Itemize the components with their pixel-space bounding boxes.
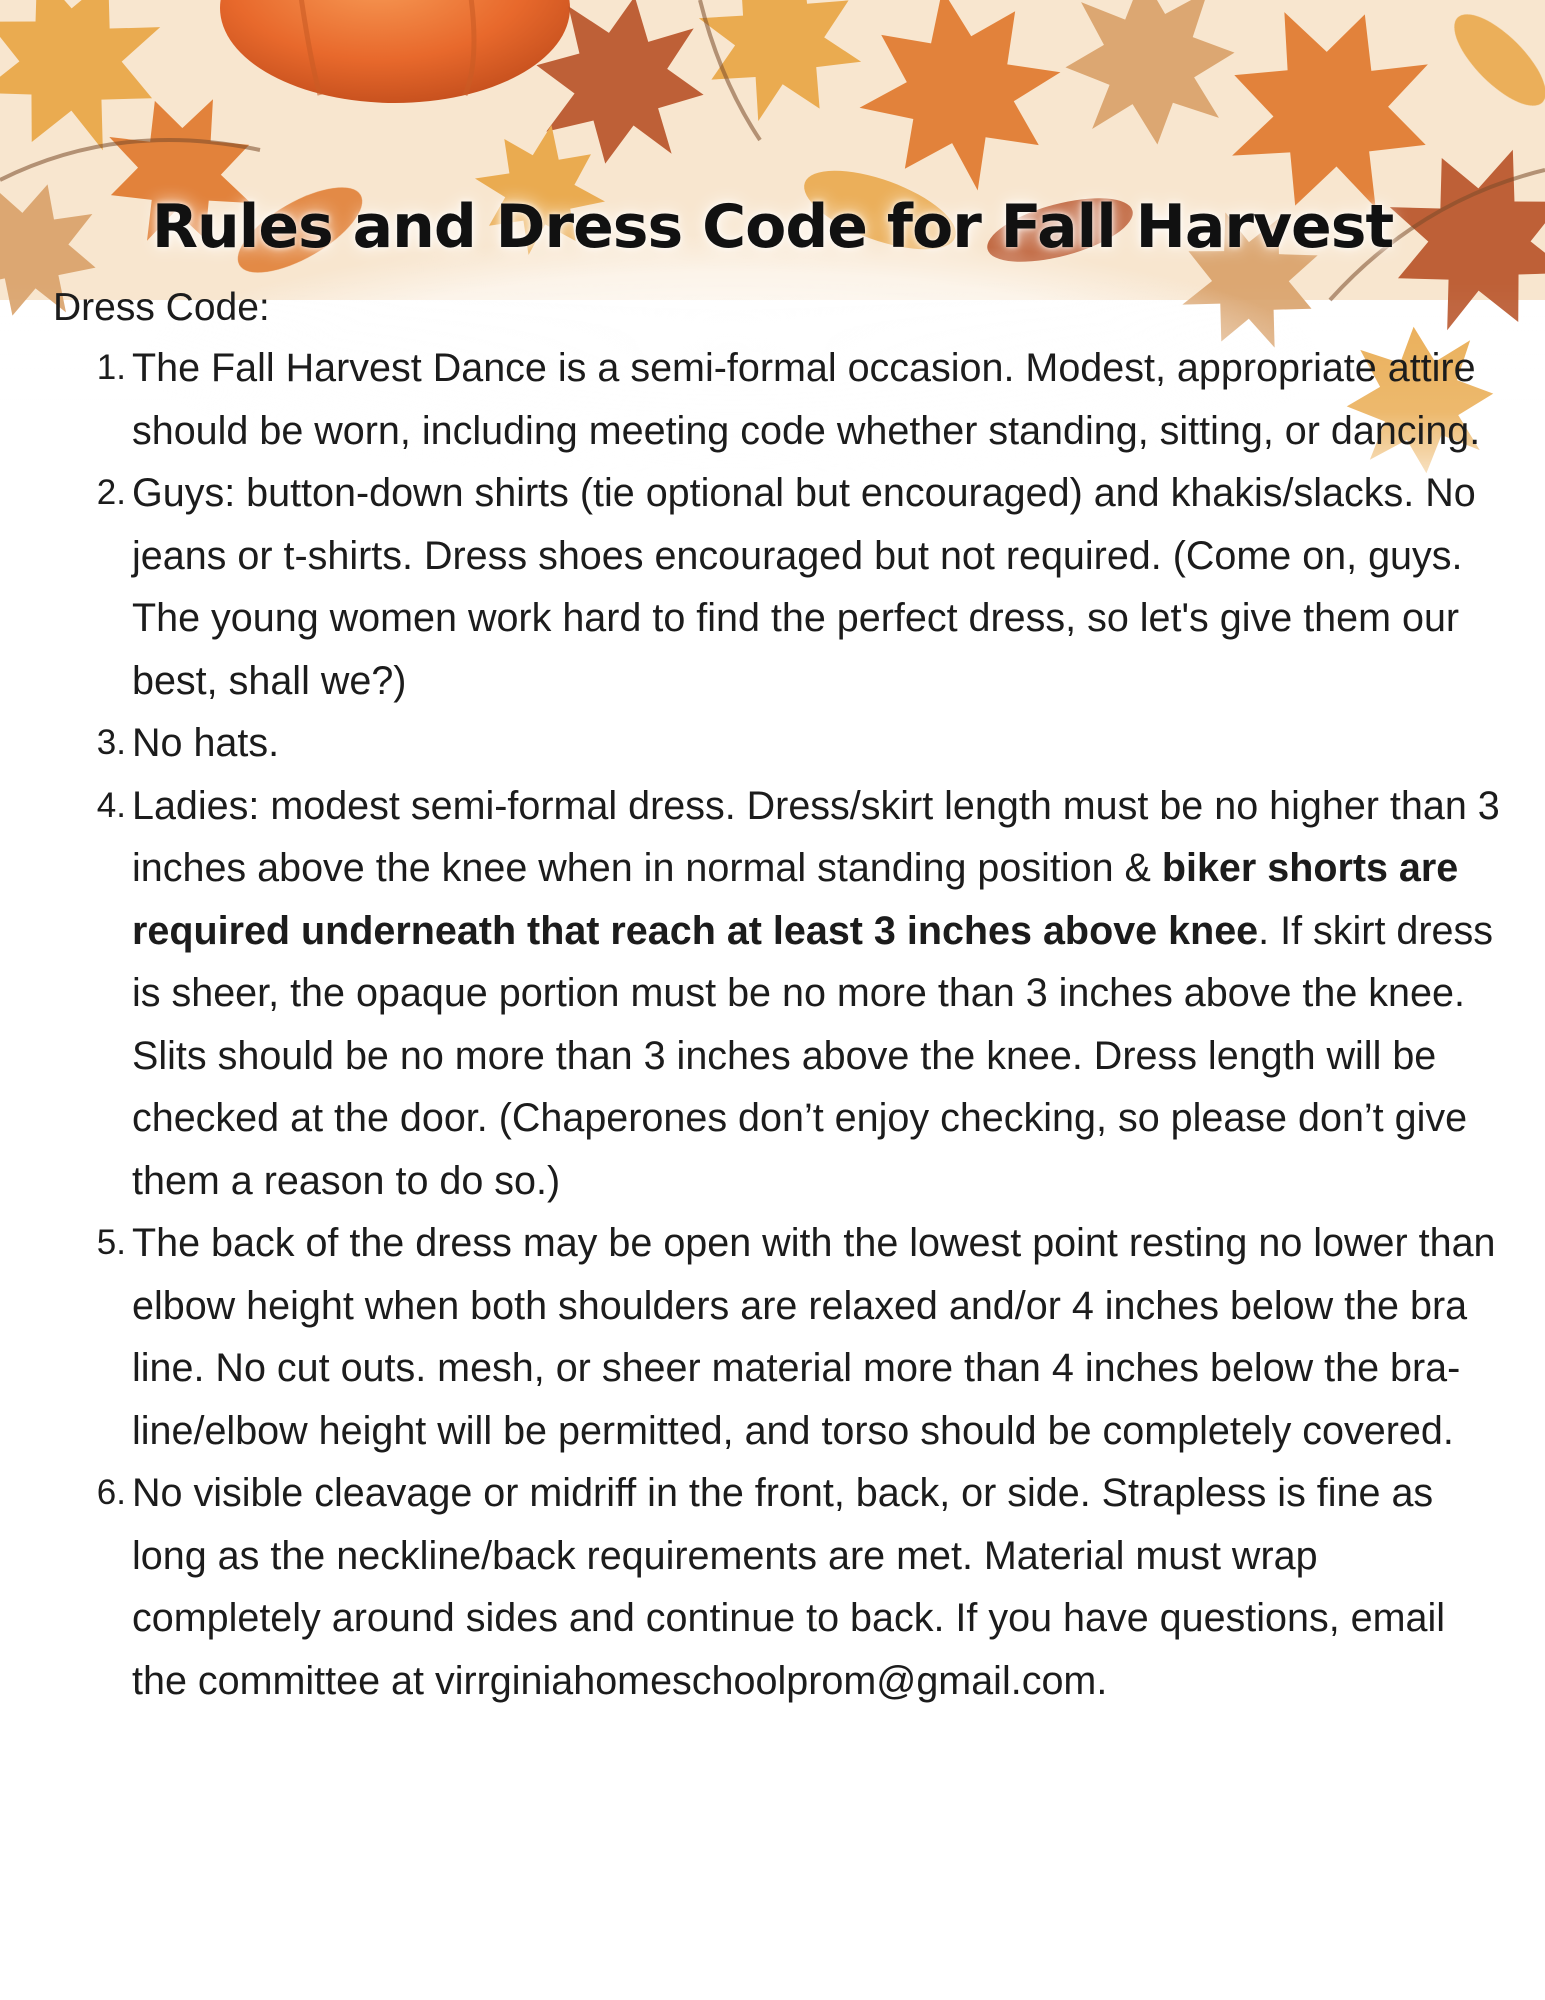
rule-item [0, 462, 1545, 712]
rule-item [0, 337, 1545, 462]
rule-text-part: Ladies: modest semi-formal dress. Dress/skirt length must be no higher than 3 inches above the knee when in normal standing position & [132, 783, 1500, 890]
rule-item [0, 1462, 1545, 1712]
rule-number: 4. [96, 785, 126, 825]
rule-number: 3. [96, 723, 126, 762]
rule-number: 2. [96, 473, 126, 512]
rule-item [0, 712, 1545, 775]
section-label-dress-code: Dress Code: [53, 286, 270, 329]
rule-item [0, 775, 1545, 1213]
rule-text-part: . If skirt dress is sheer, the opaque portion must be no more than 3 inches above the knee. Slits should be no more than 3 inches above the knee. Dress length will be checked at the door. (Chaperones don’t enjoy checking, so please don’t give them a reason to do so.) [132, 908, 1493, 1203]
rule-text: No visible cleavage or midriff in the front, back, or side. Strapless is fine as long as the neckline/back requirements are met. Material must wrap completely around sides and continue to back. If you have questions, email the committee at virrginiahomeschoolprom@gmail.com. [132, 1471, 1446, 1703]
rule-text: The Fall Harvest Dance is a semi-formal occasion. Modest, appropriate attire should be worn, including meeting code whether standing, sitting, or dancing. [132, 346, 1481, 453]
rule-number: 5. [96, 1223, 126, 1262]
rule-item [0, 1212, 1545, 1462]
rule-text: Guys: button-down shirts (tie optional but encouraged) and khakis/slacks. No jeans or t-shirts. Dress shoes encouraged but not required. (Come on, guys. The young women work hard to find the perfect dress, so let's give them our best, shall we?) [132, 471, 1476, 703]
rule-number: 1. [96, 348, 126, 387]
page-title: Rules and Dress Code for Fall Harvest [151, 192, 1394, 262]
rule-text-emphasis: biker shorts are required underneath that reach at least 3 inches above knee [132, 846, 1459, 953]
rule-number: 6. [96, 1473, 126, 1512]
rule-text [132, 784, 1500, 1203]
dress-code-rules-list [0, 337, 1545, 1712]
rule-text: The back of the dress may be open with the lowest point resting no lower than elbow height when both shoulders are relaxed and/or 4 inches below the bra line. No cut outs. mesh, or sheer material more than 4 inches below the bra-line/elbow height will be permitted, and torso should be completely covered. [132, 1221, 1496, 1453]
rule-text: No hats. [132, 721, 280, 765]
